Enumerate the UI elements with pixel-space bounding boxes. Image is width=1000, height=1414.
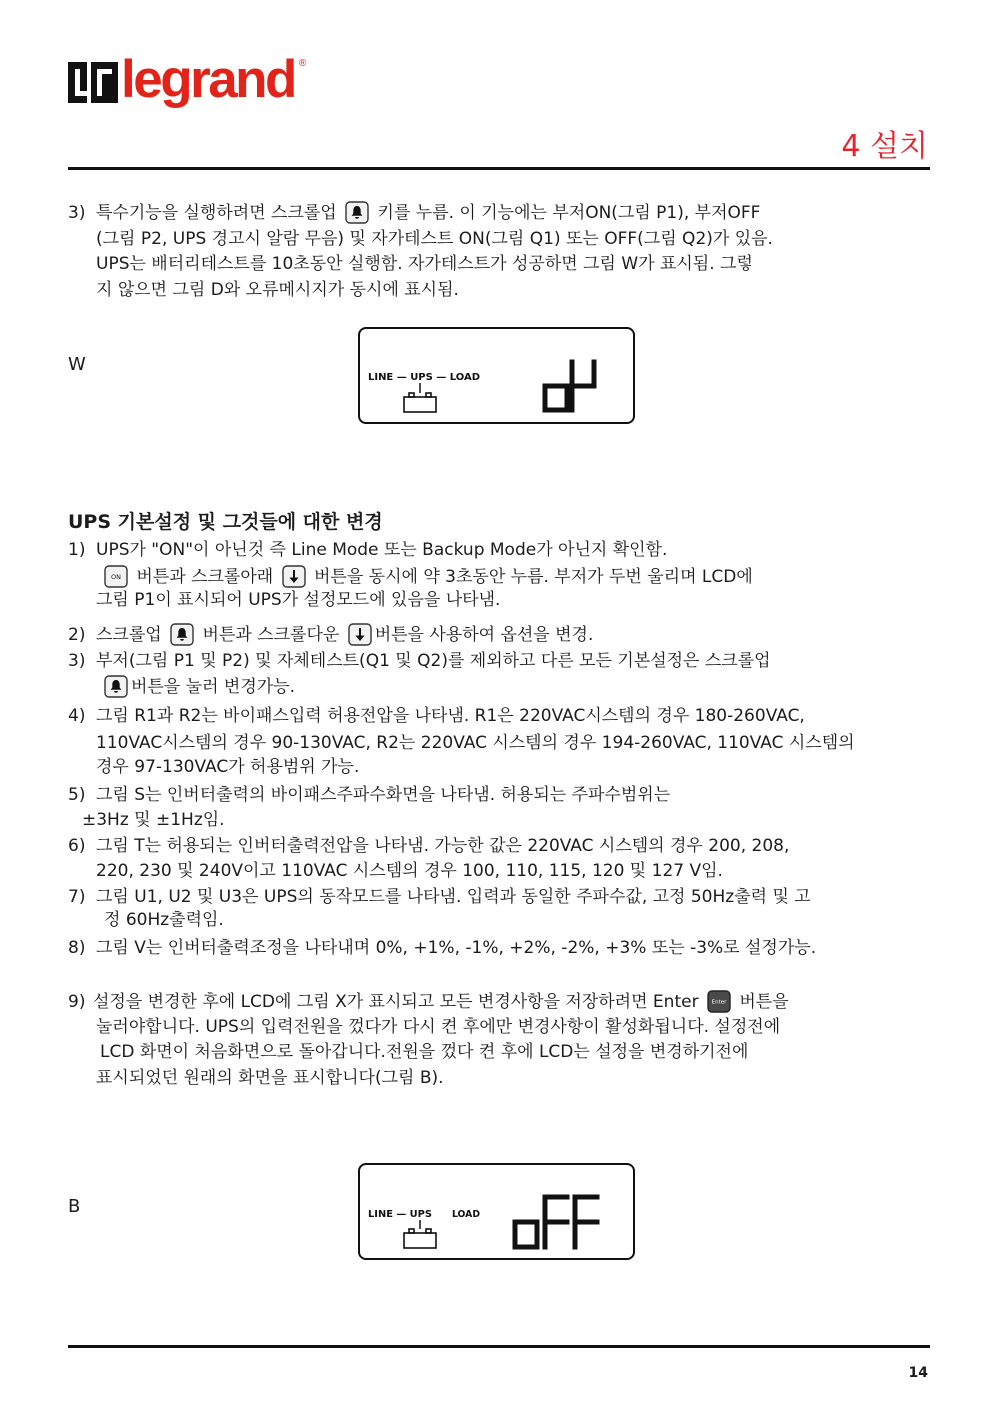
- on-key-icon: [104, 565, 128, 588]
- on-key-label: ON: [111, 572, 121, 581]
- battery-icon: [404, 1229, 436, 1248]
- item-9-line-4: 표시되었던 원래의 화면을 표시합니다(그림 B).: [96, 1068, 444, 1088]
- brand-logo-text: legrand: [121, 50, 295, 109]
- line-text: UPS가 "ON"이 아닌것 즉 Line Mode 또는 Backup Mode가 아닌지 확인함.: [96, 540, 668, 560]
- item-1-line-3: 그림 P1이 표시되어 UPS가 설정모드에 있음을 나타냄.: [96, 590, 501, 610]
- lcd-figure-b: [358, 1163, 635, 1260]
- item-5-line-1: [68, 783, 670, 807]
- line-text: 버튼과 스크롤다운: [202, 625, 340, 645]
- line-text: 버튼을 눌러 변경가능.: [131, 677, 296, 697]
- list-number: 5): [68, 785, 86, 805]
- lcd-digit-P: [572, 362, 594, 410]
- item-3-line-2: [101, 675, 295, 699]
- line-text: 버튼을 사용하여 옵션을 변경.: [374, 625, 594, 645]
- scroll-up-key-icon: [104, 675, 128, 698]
- item-4-line-2: 110VAC시스템의 경우 90-130VAC, R2는 220VAC 시스템의 경우 194-260VAC, 110VAC 시스템의: [96, 733, 855, 753]
- scroll-up-key-icon: [170, 623, 194, 646]
- lcd-mode-labels-left: LINE — UPS: [368, 1209, 433, 1220]
- line-text: 그림 R1과 R2는 바이패스입력 허용전압을 나타냄. R1은 220VAC시스템의 경우 180-260VAC,: [96, 706, 805, 726]
- line-text: 그림 S는 인버터출력의 바이패스주파수화면을 나타냄. 허용되는 주파수범위는: [96, 785, 671, 805]
- list-number: 9): [68, 992, 86, 1012]
- line-text: 버튼을: [739, 992, 789, 1012]
- lcd-readout: [545, 362, 594, 410]
- scroll-up-key-icon: [345, 201, 369, 224]
- line-text: 버튼과 스크롤아래: [136, 567, 274, 587]
- list-number: 1): [68, 540, 86, 560]
- item-6-line-2: 220, 230 및 240V이고 110VAC 시스템의 경우 100, 110, 115, 120 및 127 V임.: [96, 861, 723, 881]
- item-5-line-2: ±3Hz 및 ±1Hz임.: [82, 810, 225, 830]
- item-9-line-3: LCD 화면이 처음화면으로 돌아갑니다.전원을 껐다 켠 후에 LCD는 설정을 변경하기전에: [100, 1042, 749, 1062]
- item-7-line-2: 정 60Hz출력임.: [104, 910, 224, 930]
- list-number: 7): [68, 887, 86, 907]
- section-heading: UPS 기본설정 및 그것들에 대한 변경: [68, 511, 383, 533]
- lcd-mode-labels: LINE — UPS — LOAD: [368, 372, 481, 383]
- line-text: 키를 누름. 이 기능에는 부저ON(그림 P1), 부저OFF: [377, 203, 761, 223]
- scroll-down-key-icon: [348, 623, 372, 646]
- footer-divider: [68, 1345, 930, 1348]
- scroll-down-key-icon: [282, 565, 306, 588]
- lcd-display-b: [358, 1163, 635, 1260]
- lcd-digit-o: [515, 1222, 537, 1247]
- header-divider: [68, 167, 930, 170]
- item-6-line-1: [68, 834, 789, 858]
- lcd-digit-F: [545, 1197, 567, 1247]
- registered-mark: ®: [299, 58, 307, 69]
- item-1-line-2: [101, 565, 753, 589]
- lcd-mode-label-load: LOAD: [452, 1209, 481, 1220]
- list-number: 3): [68, 203, 86, 223]
- item-9-line-1: [68, 990, 789, 1014]
- figure-label-w: W: [68, 354, 86, 375]
- section-title: 4 설치: [841, 129, 928, 164]
- item-8-line-1: [68, 936, 816, 960]
- line-text: 부저(그림 P1 및 P2) 및 자체테스트(Q1 및 Q2)를 제외하고 다른 모든 기본설정은 스크롤업: [96, 651, 771, 671]
- item-3-line-1: [68, 649, 771, 673]
- page-number: 14: [908, 1365, 928, 1381]
- enter-key-label: Enter: [711, 999, 727, 1005]
- line-text: 그림 V는 인버터출력조정을 나타내며 0%, +1%, -1%, +2%, -2%, +3% 또는 -3%로 설정가능.: [96, 938, 817, 958]
- line-text: 스크롤업: [96, 625, 162, 645]
- lcd-digit-o: [545, 386, 567, 410]
- list-number: 4): [68, 706, 86, 726]
- list-number: 6): [68, 836, 86, 856]
- line-text: 그림 U1, U2 및 U3은 UPS의 동작모드를 나타냄. 입력과 동일한 주파수값, 고정 50Hz출력 및 고: [96, 887, 811, 907]
- legrand-logo-mark-icon: [68, 62, 118, 103]
- battery-icon: [404, 393, 436, 412]
- item-7-line-1: [68, 885, 811, 909]
- line-text: 설정을 변경한 후에 LCD에 그림 X가 표시되고 모든 변경사항을 저장하려면 Enter: [93, 992, 699, 1012]
- figure-label-b: B: [68, 1196, 81, 1217]
- item-1-line-1: [68, 538, 667, 562]
- special-functions-line-4: 지 않으면 그림 D와 오류메시지가 동시에 표시됨.: [96, 280, 459, 300]
- line-text: 그림 T는 허용되는 인버터출력전압을 나타냄. 가능한 값은 220VAC 시스템의 경우 200, 208,: [96, 836, 790, 856]
- line-text: 특수기능을 실행하려면 스크롤업: [96, 203, 337, 223]
- lcd-readout: [515, 1197, 597, 1247]
- special-functions-line-1: [68, 201, 760, 225]
- lcd-digit-F: [575, 1197, 597, 1247]
- lcd-display-w: [358, 327, 635, 424]
- list-number: 2): [68, 625, 86, 645]
- list-number: 8): [68, 938, 86, 958]
- item-4-line-3: 경우 97-130VAC가 허용범위 가능.: [96, 757, 360, 777]
- special-functions-line-3: UPS는 배터리테스트를 10초동안 실행함. 자가테스트가 성공하면 그림 W가 표시됨. 그렇: [96, 254, 753, 274]
- lcd-figure-w: [358, 327, 635, 424]
- item-9-line-2: 눌러야합니다. UPS의 입력전원을 껐다가 다시 켠 후에만 변경사항이 활성화됩니다. 설정전에: [96, 1017, 781, 1037]
- item-2-line-1: [68, 623, 593, 647]
- enter-key-icon: [707, 990, 731, 1013]
- list-number: 3): [68, 651, 86, 671]
- special-functions-line-2: (그림 P2, UPS 경고시 알람 무음) 및 자가테스트 ON(그림 Q1) 또는 OFF(그림 Q2)가 있음.: [96, 229, 773, 249]
- line-text: 버튼을 동시에 약 3초동안 누름. 부저가 두번 울리며 LCD에: [314, 567, 753, 587]
- item-4-line-1: [68, 704, 805, 728]
